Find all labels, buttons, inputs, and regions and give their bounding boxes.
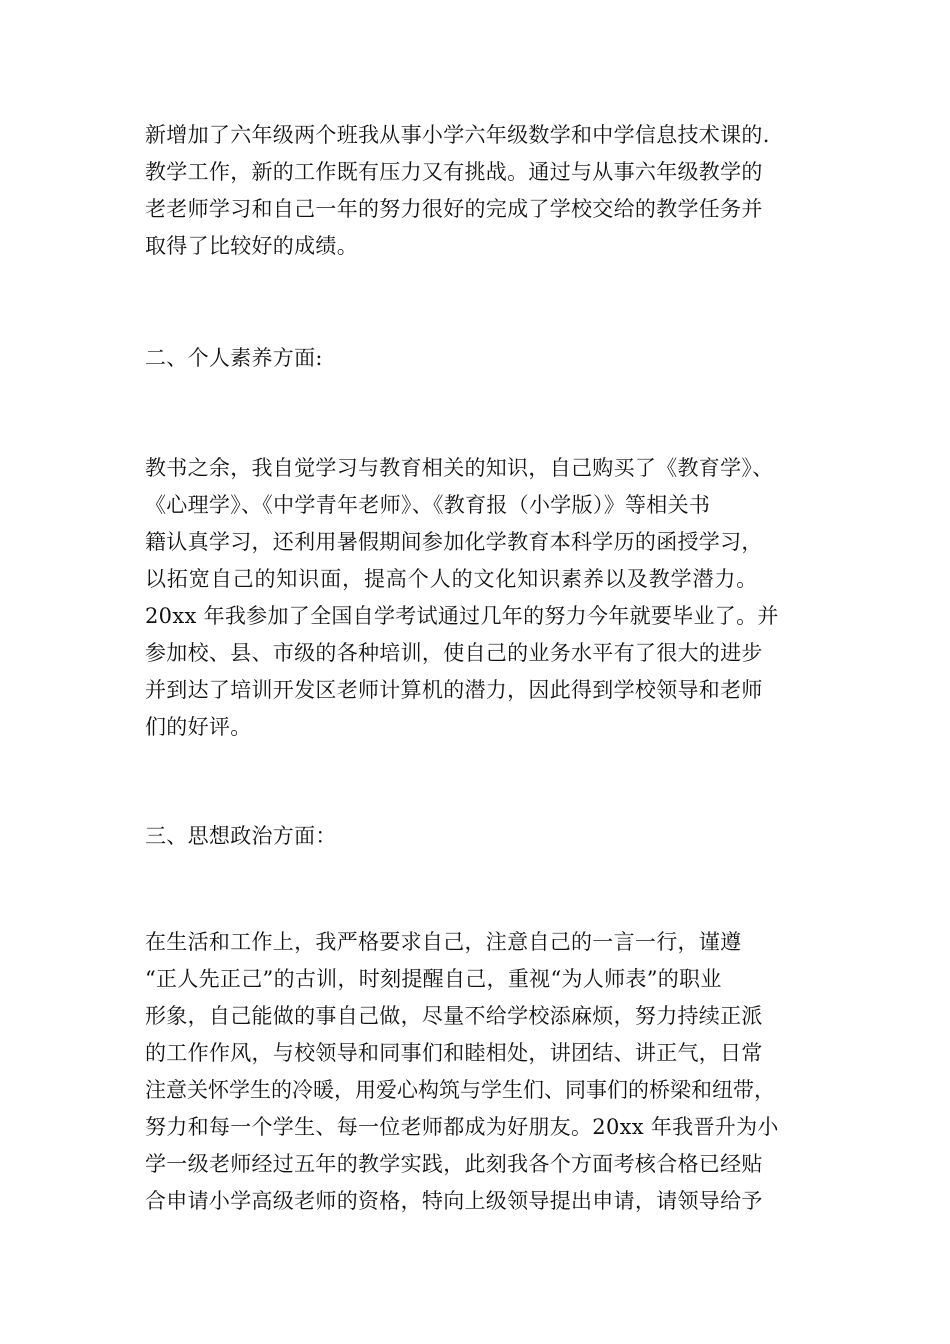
paragraph-line: 取得了比较好的成绩。 — [145, 234, 358, 258]
paragraph-1 — [145, 117, 815, 265]
paragraph-line: 新增加了六年级两个班我从事小学六年级数学和中学信息技术课的. — [145, 123, 770, 147]
paragraph-line: 努力和每一个学生、每一位老师都成为好朋友。20xx 年我晋升为小 — [145, 1115, 779, 1139]
paragraph-line: 以拓宽自己的知识面，提高个人的文化知识素养以及教学潜力。 — [145, 567, 759, 591]
section-heading-2: 二、个人素养方面: — [145, 346, 323, 370]
paragraph-line: 籍认真学习，还利用暑假期间参加化学教育本科学历的函授学习， — [145, 530, 763, 554]
paragraph-line: 注意关怀学生的冷暖，用爱心构筑与学生们、同事们的桥梁和纽带， — [145, 1078, 775, 1102]
paragraph-line: 教书之余，我自觉学习与教育相关的知识，自己购买了《教育学》、 — [145, 456, 774, 480]
section-heading-3: 三、思想政治方面： — [145, 824, 337, 848]
paragraph-line: 形象，自己能做的事自己做，尽量不给学校添麻烦，努力持续正派 — [145, 1004, 763, 1028]
paragraph-line: 教学工作，新的工作既有压力又有挑战。通过与从事六年级教学的 — [145, 160, 763, 184]
paragraph-line: 们的好评。 — [145, 715, 252, 739]
paragraph-line: 的工作作风，与校领导和同事们和睦相处，讲团结、讲正气，日常 — [145, 1041, 763, 1065]
paragraph-line: 并到达了培训开发区老师计算机的潜力，因此得到学校领导和老师 — [145, 678, 763, 702]
paragraph-line: 20xx 年我参加了全国自学考试通过几年的努力今年就要毕业了。并 — [145, 604, 779, 628]
paragraph-line: 老老师学习和自己一年的努力很好的完成了学校交给的教学任务并 — [145, 197, 763, 221]
paragraph-line: “正人先正己”的古训，时刻提醒自己，重视“为人师表”的职业 — [145, 967, 722, 991]
paragraph-line: 学一级老师经过五年的教学实践，此刻我各个方面考核合格已经贴 — [145, 1152, 763, 1176]
paragraph-line: 在生活和工作上，我严格要求自己，注意自己的一言一行，谨遵 — [145, 930, 742, 954]
paragraph-3 — [145, 924, 815, 1220]
paragraph-line: 参加校、县、市级的各种培训，使自己的业务水平有了很大的进步 — [145, 641, 763, 665]
paragraph-line: 《心理学》、《中学青年老师》、《教育报（小学版）》等相关书 — [145, 493, 711, 517]
paragraph-line: 合申请小学高级老师的资格，特向上级领导提出申请，请领导给予 — [145, 1189, 763, 1213]
paragraph-2 — [145, 450, 815, 746]
